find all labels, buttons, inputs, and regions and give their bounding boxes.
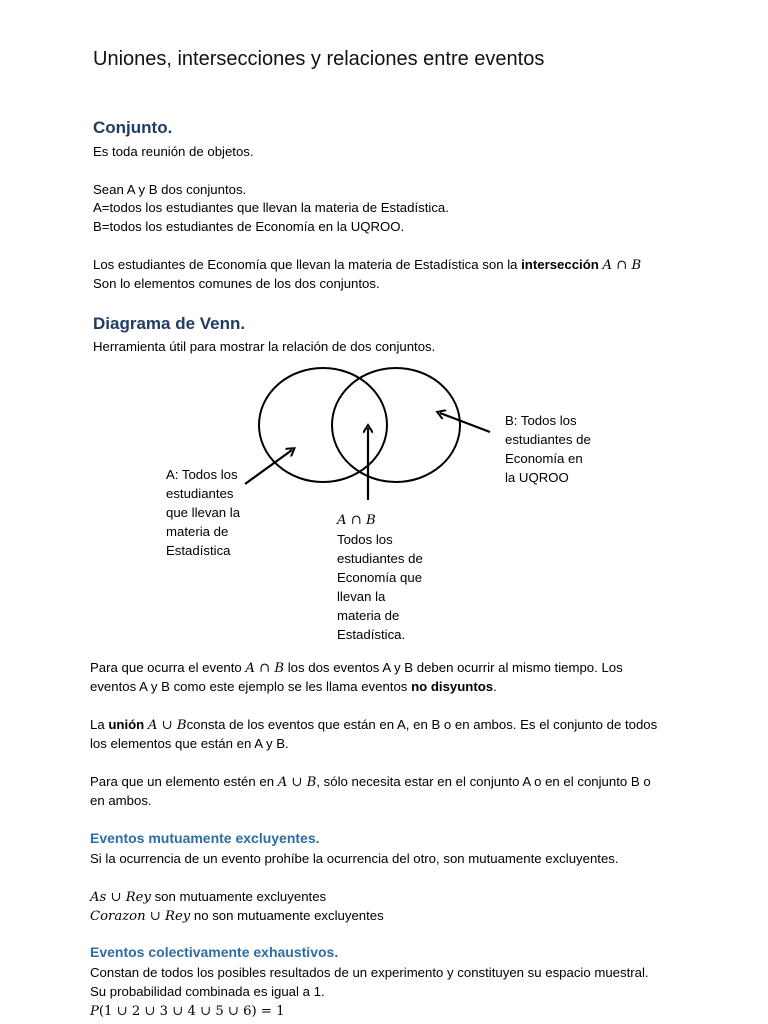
label-a-line: A: Todos los <box>166 467 238 482</box>
math-union: A ∪ B <box>147 718 187 733</box>
label-intersection <box>337 511 423 644</box>
arrow-b <box>440 413 490 432</box>
label-a <box>166 465 240 560</box>
label-intersection-line: Estadística. <box>337 627 406 642</box>
conjunto-heading: Conjunto. <box>93 118 173 137</box>
venn-heading: Diagrama de Venn. <box>93 314 246 333</box>
text: , sólo necesita estar en el conjunto A o en el conjunto B o <box>316 774 651 789</box>
label-b-line: Economía en <box>505 451 583 466</box>
math-rey: Rey <box>165 909 191 924</box>
label-intersection-line: materia de <box>337 608 400 623</box>
text: los dos eventos A y B deben ocurrir al mismo tiempo. Los <box>284 660 623 675</box>
bold-no-disyuntos: no disyuntos <box>411 679 494 694</box>
text: Para que un elemento estén en <box>90 774 278 789</box>
venn-circle-b <box>332 368 460 482</box>
conjunto-definition: Es toda reunión de objetos. <box>93 144 254 159</box>
mutuamente-definition: Si la ocurrencia de un evento prohíbe la ocurrencia del otro, son mutuamente excluyentes. <box>90 851 619 866</box>
para-union-line1 <box>90 715 657 735</box>
conjunto-elements: Son lo elementos comunes de los dos conjuntos. <box>93 276 380 291</box>
conjunto-a-definition: A=todos los estudiantes que llevan la materia de Estadística. <box>93 200 449 215</box>
text: . <box>493 679 497 694</box>
text: Para que ocurra el evento <box>90 660 246 675</box>
mutuamente-example-1 <box>90 887 326 907</box>
label-b-line: estudiantes de <box>505 432 591 447</box>
math-formula: (1 ∪ 2 ∪ 3 ∪ 4 ∪ 5 ∪ 6) = 1 <box>98 1004 285 1019</box>
intersection-bold: intersección <box>521 257 599 272</box>
colectivamente-line2: Su probabilidad combinada es igual a 1. <box>90 984 325 999</box>
intersection-math: A ∩ B <box>602 258 642 273</box>
colectivamente-heading: Eventos colectivamente exhaustivos. <box>90 944 339 960</box>
math-intersection: A ∩ B <box>245 661 285 676</box>
intersection-pre: Los estudiantes de Economía que llevan la materia de Estadística son la <box>93 257 522 272</box>
label-b <box>505 411 591 487</box>
conjunto-b-definition: B=todos los estudiantes de Economía en la UQROO. <box>93 219 405 234</box>
label-a-line: materia de <box>166 524 229 539</box>
label-intersection-math: A ∩ B <box>337 513 376 528</box>
colectivamente-line1: Constan de todos los posibles resultados de un experimento y constituyen su espacio muestral. <box>90 965 649 980</box>
math-op: ∪ <box>145 909 166 924</box>
label-intersection-line: Economía que <box>337 570 423 585</box>
text: no son mutuamente excluyentes <box>190 908 384 923</box>
label-b-line: la UQROO <box>505 470 569 485</box>
page-title: Uniones, intersecciones y relaciones entre eventos <box>93 48 545 70</box>
label-intersection-line: llevan la <box>337 589 386 604</box>
label-a-line: Estadística <box>166 543 231 558</box>
label-b-line: B: Todos los <box>505 413 577 428</box>
text: La <box>90 717 109 732</box>
para-element-line1 <box>90 772 651 792</box>
para-union-line2: los elementos que están en A y B. <box>90 736 289 751</box>
venn-description: Herramienta útil para mostrar la relación de dos conjuntos. <box>93 339 436 354</box>
math-corazon: Corazon <box>90 909 146 924</box>
text: son mutuamente excluyentes <box>150 889 327 904</box>
para-element-line2: en ambos. <box>90 793 152 808</box>
conjunto-sean: Sean A y B dos conjuntos. <box>93 182 247 197</box>
text: consta de los eventos que están en A, en B o en ambos. Es el conjunto de todos <box>186 717 658 732</box>
math-rey: Rey <box>125 890 151 905</box>
mutuamente-example-2 <box>90 906 384 926</box>
colectivamente-formula <box>90 1001 285 1021</box>
math-op: ∪ <box>106 890 126 905</box>
mutuamente-heading: Eventos mutuamente excluyentes. <box>90 830 320 846</box>
math-p: P <box>90 1004 99 1019</box>
math-union: A ∪ B <box>277 775 317 790</box>
label-a-line: que llevan la <box>166 505 241 520</box>
label-a-line: estudiantes <box>166 486 234 501</box>
text: eventos A y B como este ejemplo se les llama eventos <box>90 679 412 694</box>
para-simultaneous-line2 <box>90 677 497 696</box>
label-intersection-line: Todos los <box>337 532 393 547</box>
bold-union: unión <box>108 717 145 732</box>
label-intersection-line: estudiantes de <box>337 551 423 566</box>
para-simultaneous-line1 <box>90 658 623 678</box>
math-as: As <box>90 890 107 905</box>
